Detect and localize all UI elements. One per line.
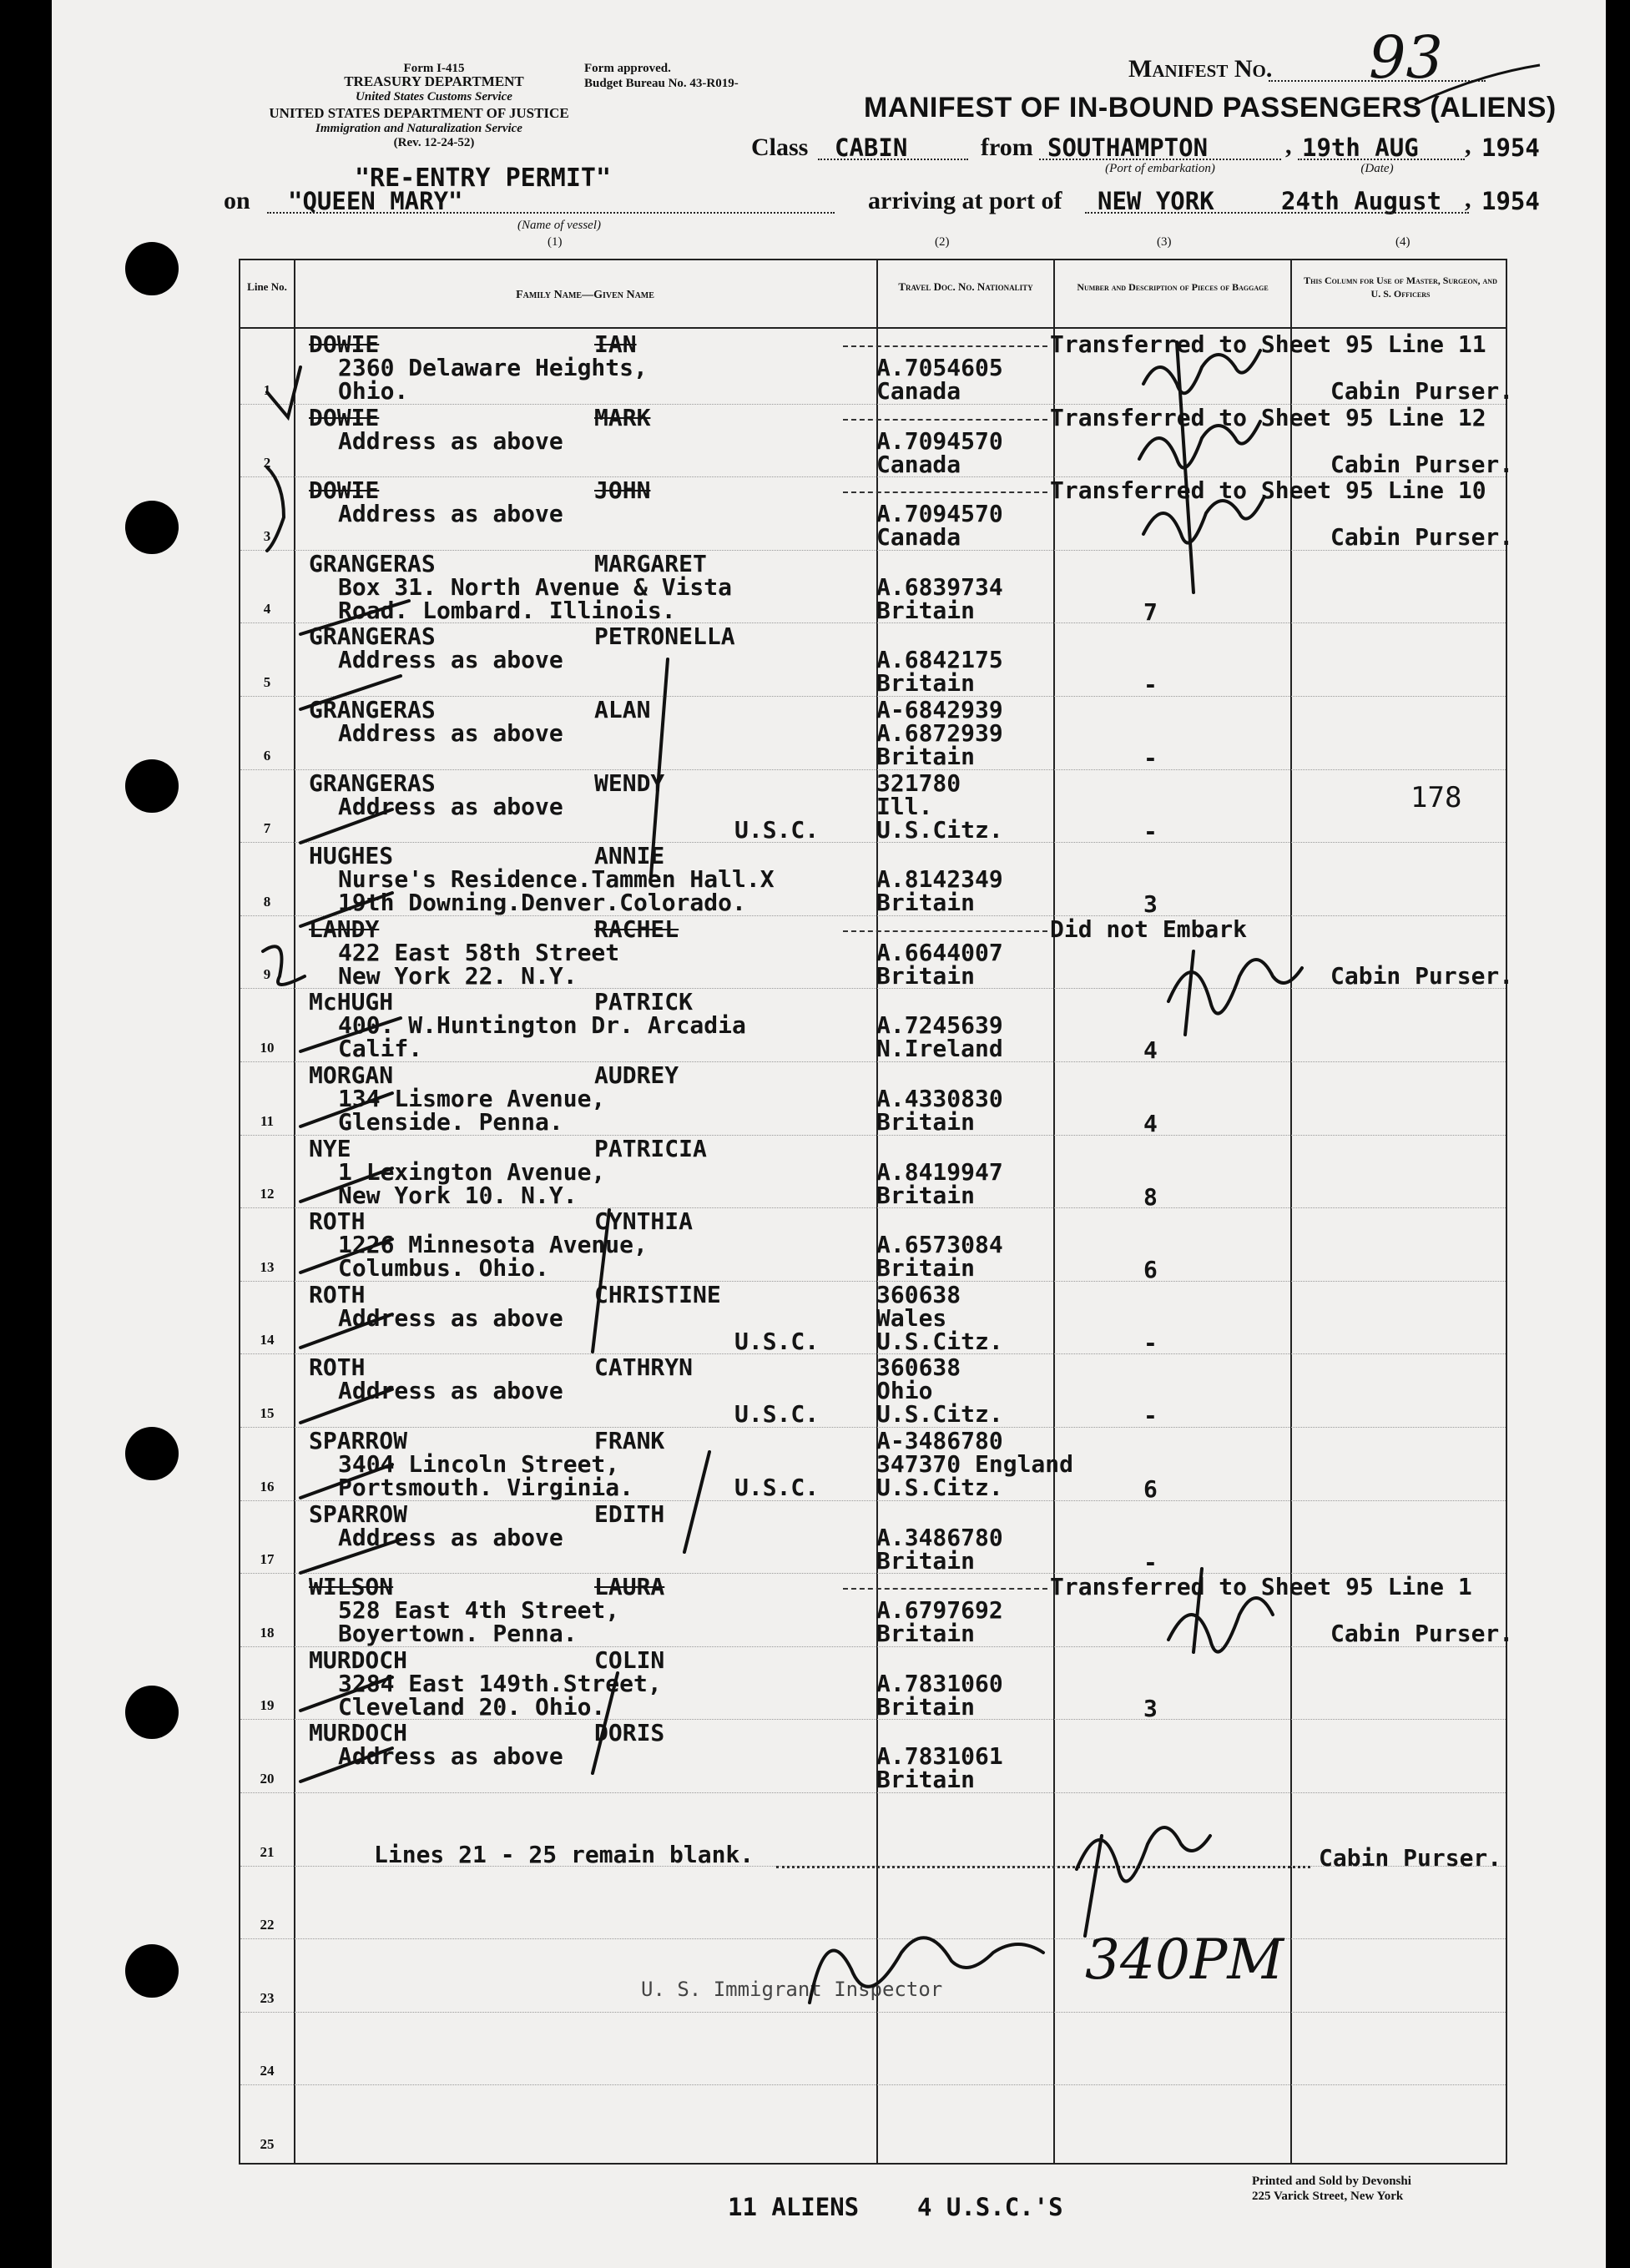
entry-given-name: FRANK (594, 1427, 665, 1454)
line-number: 13 (260, 1258, 275, 1275)
entry-family-name: LANDY (309, 915, 380, 943)
entry-family-name: NYE (309, 1134, 351, 1162)
line-number: 16 (260, 1478, 275, 1494)
entry-officer-note: 178 (1410, 780, 1462, 814)
entry-travel-doc: A.6644007 (876, 938, 1003, 966)
entry-given-name: ALAN (594, 696, 651, 723)
manifest-no-label: Manifest No. (1128, 55, 1273, 83)
entry-given-name: CHRISTINE (594, 1280, 721, 1308)
entry-address-1: 134 Lismore Avenue, (338, 1085, 606, 1112)
manifest-title: MANIFEST OF IN-BOUND PASSENGERS (ALIENS) (864, 92, 1557, 123)
entry-given-name: LAURA (594, 1573, 665, 1601)
agency-treasury: TREASURY DEPARTMENT (344, 73, 524, 89)
line-number: 25 (260, 2136, 275, 2152)
entry-transfer-note: Transferred to Sheet 95 Line 12 (1050, 403, 1486, 431)
line-number: 2 (263, 455, 271, 471)
entry-nationality: Canada (876, 377, 961, 405)
entry-nationality: Britain (876, 669, 976, 698)
entry-nationality: U.S.Citz. (876, 1327, 1003, 1355)
line-number: 3 (263, 527, 271, 544)
entry-given-name: JOHN (594, 476, 651, 505)
entry-family-name: ROTH (309, 1353, 366, 1382)
printer-line-2: 225 Varick Street, New York (1252, 2190, 1404, 2203)
entry-baggage: 8 (1143, 1182, 1158, 1211)
entry-given-name: ANNIE (594, 842, 665, 870)
entry-travel-doc: A.6573084 (876, 1231, 1003, 1259)
entry-address-1: 1226 Minnesota Avenue, (338, 1231, 648, 1259)
entry-address-2: New York 22. N.Y. (338, 961, 578, 990)
entry-nationality: Britain (876, 1692, 976, 1721)
entry-family-name: ROTH (309, 1280, 366, 1308)
manifest-no-value: 93 (1369, 23, 1444, 92)
entry-family-name: DOWIE (309, 403, 380, 431)
col-header-officers: This Column for Use of Master, Surgeon, and U. S. Officers (1304, 275, 1497, 300)
col-num-3: (3) (1157, 235, 1172, 249)
entry-nationality: N.Ireland (876, 1035, 1003, 1063)
entry-travel-doc: Wales (876, 1303, 947, 1332)
entry-address-1: Address as above (338, 1523, 563, 1551)
entry-given-name: CATHRYN (594, 1353, 694, 1382)
entry-address-1: 3284 East 149th.Street, (338, 1669, 662, 1697)
line-number: 24 (260, 2063, 275, 2079)
year-sep-2: , (1465, 185, 1471, 213)
entry-nationality: Britain (876, 1620, 976, 1648)
entry-address-1: Address as above (338, 646, 563, 674)
entry-address-1: 3404 Lincoln Street, (338, 1450, 620, 1478)
entry-given-name: MARGARET (594, 549, 707, 577)
line-number: 7 (263, 820, 271, 837)
entry-family-name: McHUGH (309, 988, 394, 1016)
entry-address-1: Address as above (338, 792, 563, 820)
entry-travel-doc: 347370 England (876, 1450, 1074, 1478)
vessel-name: "QUEEN MARY" (288, 187, 463, 215)
printer-line-1: Printed and Sold by Devonshi (1252, 2175, 1411, 2188)
entry-nationality: Canada (876, 523, 961, 552)
agency-justice: UNITED STATES DEPARTMENT OF JUSTICE (269, 105, 569, 121)
entry-address-1: Address as above (338, 1377, 563, 1405)
entry-purser: Cabin Purser. (1330, 961, 1514, 990)
entry-baggage: - (1143, 817, 1158, 845)
entry-travel-doc: A.6839734 (876, 572, 1003, 601)
entry-travel-doc: A.7054605 (876, 354, 1003, 381)
class-label: Class (751, 134, 809, 161)
entry-purser: Cabin Purser. (1330, 1620, 1514, 1648)
entry-given-name: IAN (594, 330, 637, 358)
entry-given-name: RACHEL (594, 915, 679, 943)
entry-nationality: U.S.Citz. (876, 1474, 1003, 1501)
entry-address-2: Road. Lombard. Illinois. (338, 596, 676, 624)
entry-nationality: Canada (876, 450, 961, 478)
entry-travel-doc: A.7831061 (876, 1742, 1003, 1771)
entry-address-2: Ohio. (338, 377, 409, 405)
entry-travel-doc: Ohio (876, 1377, 933, 1405)
entry-usc: U.S.C. (734, 1327, 820, 1355)
line-number: 12 (260, 1186, 275, 1202)
entry-address-2: 19th Downing.Denver.Colorado. (338, 889, 746, 917)
entry-address-1: Nurse's Residence.Tammen Hall.X (338, 865, 775, 894)
entry-given-name: AUDREY (594, 1061, 679, 1089)
entry-family-name: GRANGERAS (309, 549, 436, 577)
entry-baggage: - (1143, 1548, 1158, 1576)
entry-family-name: MURDOCH (309, 1719, 408, 1747)
entry-travel-doc: A.7245639 (876, 1011, 1003, 1040)
entry-baggage: - (1143, 1402, 1158, 1430)
entry-given-name: WENDY (594, 769, 665, 797)
vessel-caption: (Name of vessel) (517, 219, 601, 232)
blank-lines-purser: Cabin Purser. (1319, 1844, 1502, 1872)
entry-address-1: Box 31. North Avenue & Vista (338, 572, 733, 601)
entry-family-name: GRANGERAS (309, 769, 436, 797)
class-value: CABIN (835, 134, 908, 162)
entry-travel-doc: A.6797692 (876, 1596, 1003, 1625)
on-label: on (224, 187, 250, 214)
entry-address-1: Address as above (338, 719, 563, 747)
embark-port: SOUTHAMPTON (1047, 134, 1209, 162)
form-approved: Form approved. (584, 62, 671, 75)
entry-given-name: PATRICIA (594, 1134, 707, 1162)
entry-nationality: Britain (876, 1254, 976, 1283)
entry-given-name: PATRICK (594, 988, 694, 1016)
line-number: 15 (260, 1405, 275, 1421)
arrival-port: NEW YORK (1098, 187, 1214, 215)
entry-transfer-note: Did not Embark (1050, 915, 1248, 943)
entry-doc-extra: 360638 (876, 1353, 961, 1382)
entry-doc-extra: 321780 (876, 769, 961, 797)
entry-address-2: Portsmouth. Virginia. (338, 1474, 634, 1501)
line-number: 11 (260, 1112, 275, 1129)
col-header-line: Line No. (247, 280, 287, 293)
entry-family-name: MORGAN (309, 1061, 394, 1089)
entry-address-1: 400. W.Huntington Dr. Arcadia (338, 1011, 746, 1040)
entry-address-1: Address as above (338, 1303, 563, 1332)
col-header-baggage: Number and Description of Pieces of Baggage (1077, 281, 1269, 293)
entry-travel-doc: A.7094570 (876, 500, 1003, 528)
entry-family-name: SPARROW (309, 1499, 408, 1528)
entry-nationality: Britain (876, 1108, 976, 1136)
entry-family-name: GRANGERAS (309, 696, 436, 723)
entry-transfer-note: Transferred to Sheet 95 Line 10 (1050, 476, 1486, 505)
entry-address-1: 528 East 4th Street, (338, 1596, 620, 1625)
line-number: 4 (263, 601, 271, 617)
embark-caption: (Port of embarkation) (1105, 162, 1215, 175)
entry-travel-doc: A.3486780 (876, 1523, 1003, 1551)
line-number: 20 (260, 1771, 275, 1787)
entry-baggage: 7 (1143, 597, 1158, 626)
entry-travel-doc: A.8419947 (876, 1157, 1003, 1186)
entry-usc: U.S.C. (734, 1474, 820, 1501)
date-caption: (Date) (1360, 162, 1394, 175)
comma: , (1285, 132, 1292, 159)
entry-given-name: DORIS (594, 1719, 665, 1747)
from-label: from (981, 134, 1033, 161)
entry-address-1: Address as above (338, 1742, 563, 1771)
blank-lines-note: Lines 21 - 25 remain blank. (374, 1841, 754, 1868)
entry-address-2: Glenside. Penna. (338, 1108, 563, 1136)
line-number: 5 (263, 674, 271, 690)
entry-doc-extra: A-6842939 (876, 696, 1003, 723)
footer-totals: 11 ALIENS 4 U.S.C.'S (728, 2193, 1063, 2221)
entry-family-name: WILSON (309, 1573, 394, 1601)
entry-baggage: 3 (1143, 1694, 1158, 1722)
arriving-label: arriving at port of (868, 187, 1062, 214)
entry-address-1: 422 East 58th Street (338, 938, 620, 966)
year-sep: , (1465, 132, 1471, 159)
line-number: 6 (263, 747, 271, 764)
line-number: 8 (263, 893, 271, 910)
entry-nationality: Britain (876, 961, 976, 990)
entry-address-2: Calif. (338, 1035, 423, 1063)
entry-given-name: EDITH (594, 1499, 665, 1528)
entry-travel-doc: A.7831060 (876, 1669, 1003, 1697)
entry-given-name: PETRONELLA (594, 622, 735, 651)
form-revision: (Rev. 12-24-52) (393, 136, 475, 149)
col-num-1: (1) (548, 235, 563, 249)
entry-address-1: Address as above (338, 500, 563, 528)
entry-nationality: U.S.Citz. (876, 815, 1003, 844)
col-num-4: (4) (1395, 235, 1410, 249)
line-number: 18 (260, 1624, 275, 1641)
entry-travel-doc: A.8142349 (876, 865, 1003, 894)
entry-family-name: GRANGERAS (309, 622, 436, 651)
entry-family-name: HUGHES (309, 842, 394, 870)
entry-address-1: 1 Lexington Avenue, (338, 1157, 606, 1186)
entry-usc: U.S.C. (734, 1400, 820, 1429)
entry-nationality: Britain (876, 1766, 976, 1794)
entry-given-name: MARK (594, 403, 651, 431)
entry-transfer-note: Transferred to Sheet 95 Line 11 (1050, 330, 1486, 358)
inspector-label: U. S. Immigrant Inspector (641, 1978, 943, 2001)
entry-nationality: Britain (876, 1546, 976, 1575)
entry-nationality: Britain (876, 889, 976, 917)
entry-purser: Cabin Purser. (1330, 377, 1514, 405)
col-header-name: Family Name—Given Name (516, 289, 654, 301)
embark-year: 1954 (1481, 134, 1540, 162)
entry-baggage: - (1143, 744, 1158, 772)
entry-baggage: - (1143, 1328, 1158, 1357)
entry-travel-doc: Ill. (876, 792, 933, 820)
entry-transfer-note: Transferred to Sheet 95 Line 1 (1050, 1573, 1472, 1601)
entry-address-1: Address as above (338, 426, 563, 455)
entry-baggage: 3 (1143, 890, 1158, 919)
entry-family-name: SPARROW (309, 1427, 408, 1454)
entry-address-1: 2360 Delaware Heights, (338, 354, 648, 381)
line-number: 22 (260, 1917, 275, 1933)
line-number: 19 (260, 1697, 275, 1714)
entry-doc-extra: 360638 (876, 1280, 961, 1308)
col-num-2: (2) (935, 235, 950, 249)
entry-address-2: New York 10. N.Y. (338, 1181, 578, 1209)
line-number: 14 (260, 1332, 275, 1348)
line-number: 17 (260, 1551, 275, 1568)
entry-travel-doc: A.6842175 (876, 646, 1003, 674)
time-stamp: 340PM (1085, 1928, 1284, 1992)
entry-family-name: ROTH (309, 1207, 366, 1236)
line-number: 9 (263, 966, 271, 983)
entry-family-name: MURDOCH (309, 1646, 408, 1674)
form-number: Form I-415 (403, 62, 465, 75)
entry-baggage: 6 (1143, 1256, 1158, 1284)
entry-given-name: CYNTHIA (594, 1207, 694, 1236)
arrival-year: 1954 (1481, 187, 1540, 215)
entry-baggage: 4 (1143, 1036, 1158, 1065)
agency-customs: United States Customs Service (356, 90, 512, 103)
entry-nationality: Britain (876, 1181, 976, 1209)
entry-address-2: Boyertown. Penna. (338, 1620, 578, 1648)
agency-ins: Immigration and Naturalization Service (315, 122, 522, 135)
line-number: 1 (263, 381, 271, 398)
entry-given-name: COLIN (594, 1646, 665, 1674)
entry-travel-doc: A.4330830 (876, 1085, 1003, 1112)
entry-baggage: - (1143, 671, 1158, 699)
entry-purser: Cabin Purser. (1330, 523, 1514, 552)
entry-family-name: DOWIE (309, 476, 380, 505)
entry-doc-extra: A-3486780 (876, 1427, 1003, 1454)
entry-family-name: DOWIE (309, 330, 380, 358)
entry-travel-doc: A.7094570 (876, 426, 1003, 455)
embark-date: 19th AUG (1302, 134, 1419, 162)
entry-baggage: 6 (1143, 1475, 1158, 1503)
entry-usc: U.S.C. (734, 815, 820, 844)
reentry-permit: "RE-ENTRY PERMIT" (355, 164, 612, 193)
line-number: 21 (260, 1843, 275, 1860)
col-header-doc: Travel Doc. No. Nationality (898, 280, 1033, 293)
budget-bureau: Budget Bureau No. 43-R019- (584, 77, 739, 90)
entry-nationality: U.S.Citz. (876, 1400, 1003, 1429)
entry-baggage: 4 (1143, 1110, 1158, 1137)
entry-travel-doc: A.6872939 (876, 719, 1003, 747)
line-number: 23 (260, 1989, 275, 2006)
line-number: 10 (260, 1040, 275, 1056)
entry-address-2: Columbus. Ohio. (338, 1254, 549, 1283)
entry-address-2: Cleveland 20. Ohio. (338, 1692, 606, 1721)
entry-purser: Cabin Purser. (1330, 450, 1514, 478)
arrival-date: 24th August (1281, 187, 1442, 215)
entry-nationality: Britain (876, 743, 976, 770)
entry-nationality: Britain (876, 596, 976, 624)
